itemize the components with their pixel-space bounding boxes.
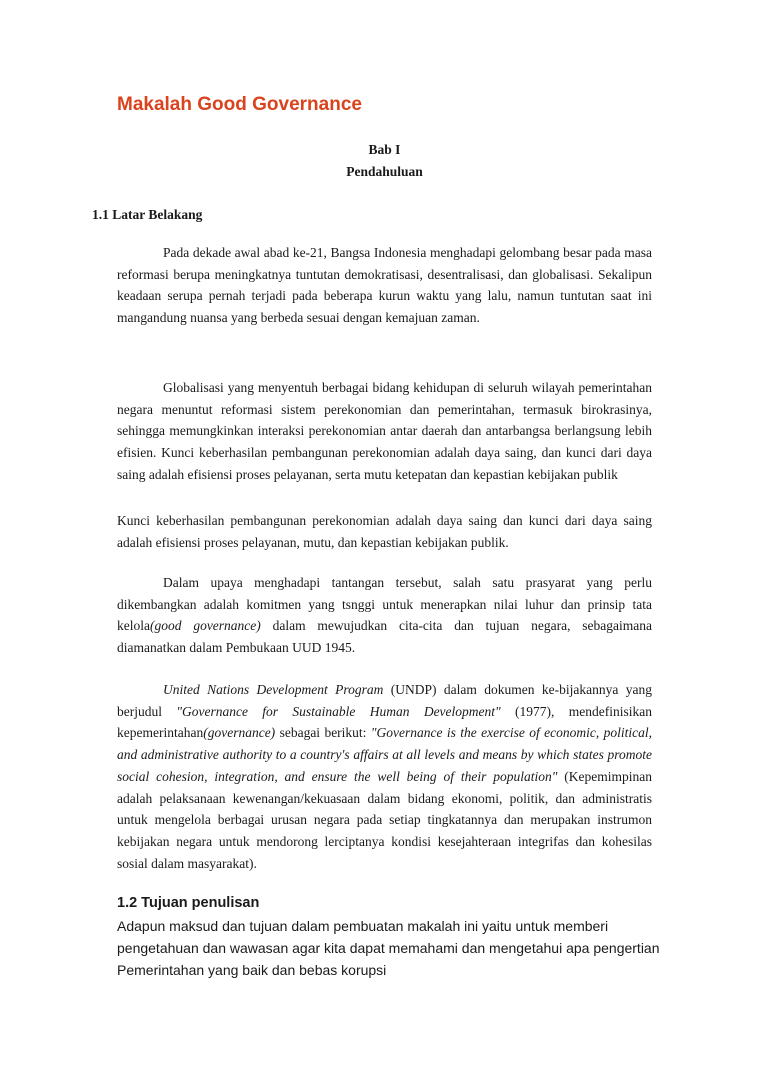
- paragraph: Pada dekade awal abad ke-21, Bangsa Indonesia menghadapi gelombang besar pada masa reformasi berupa meningkatnya tuntutan demokratisasi, desentralisasi, dan globalisasi. Sekalipun keadaan serupa pernah terjadi pada beberapa kurun waktu yang lalu, namun tuntutan saat ini mangandung nuansa yang berbeda sesuai dengan kemajuan zaman.: [117, 245, 652, 326]
- paragraph-text: sebagai berikut:: [275, 725, 371, 741]
- paragraph-text: dalam mewujudkan cita-cita dan tujuan negara, sebagaimana diamanatkan dalam Pembukaan UUD 1945.: [117, 618, 652, 656]
- paragraph: [117, 679, 652, 874]
- paragraph: Globalisasi yang menyentuh berbagai bidang kehidupan di seluruh wilayah pemerintahan negara menuntut reformasi sistem perekonomian dan pemerintahan, termasuk birokrasinya, sehingga memungkinkan interaksi perekonomian antar daerah dan antarbangsa berlangsung lebih efisien. Kunci keberhasilan pembangunan perekonomian adalah daya saing, dan kunci dari daya saing adalah efisiensi proses pelayanan, serta mutu ketepatan dan kepastian kebijakan publik: [117, 380, 652, 482]
- italic-term: "Governance for Sustainable Human Development": [176, 703, 501, 719]
- italic-term: (good governance): [150, 618, 261, 634]
- paragraph: Kunci keberhasilan pembangunan perekonomian adalah daya saing dan kunci dari daya saing adalah efisiensi proses pelayanan, mutu, dan kepastian kebijakan publik.: [117, 513, 652, 550]
- chapter-number: Bab I: [368, 142, 401, 157]
- paragraph-text: (Kepemimpinan adalah pelaksanaan kewenangan/kekuasaan dalam bidang ekonomi, politik, dan administratis untuk mengelola berbagai urusan negara pada setiap tingkatannya dan merupakan instrumon kebijakan negara untuk mendorong lerciptanya kondisi kesejahteraan integrifas dan kohesilas sosial dalam masyarakat).: [117, 768, 652, 871]
- italic-term: United Nations Development Program: [163, 682, 384, 697]
- italic-term: (governance): [203, 725, 276, 741]
- section-heading-tujuan-penulisan: 1.2 Tujuan penulisan: [117, 895, 260, 911]
- chapter-title: Pendahuluan: [346, 164, 423, 179]
- italic-quote: "Governance is the exercise of economic, political, and administrative authority to a country's affairs at all levels and means by which states promote social cohesion, integration, and ensure the well being of their population": [117, 725, 652, 784]
- paragraph-text: (UNDP) dalam dokumen ke-bijakannya yang berjudul: [117, 682, 652, 719]
- paragraph-text: (1977), mendefinisikan kepemerintahan: [117, 703, 652, 741]
- section-heading-latar-belakang: 1.1 Latar Belakang: [92, 207, 203, 222]
- paragraph-text: Dalam upaya menghadapi tantangan tersebut, salah satu prasyarat yang perlu dikembangkan adalah komitmen yang tsnggi untuk menerapkan nilai luhur dan prinsip tata kelola: [117, 575, 652, 634]
- document-title: Makalah Good Governance: [117, 94, 362, 115]
- paragraph: Adapun maksud dan tujuan dalam pembuatan makalah ini yaitu untuk memberi pengetahuan dan wawasan agar kita dapat memahami dan mengetahui apa pengertian Pemerintahan yang baik dan bebas korupsi: [117, 918, 660, 978]
- paragraph: [117, 572, 652, 659]
